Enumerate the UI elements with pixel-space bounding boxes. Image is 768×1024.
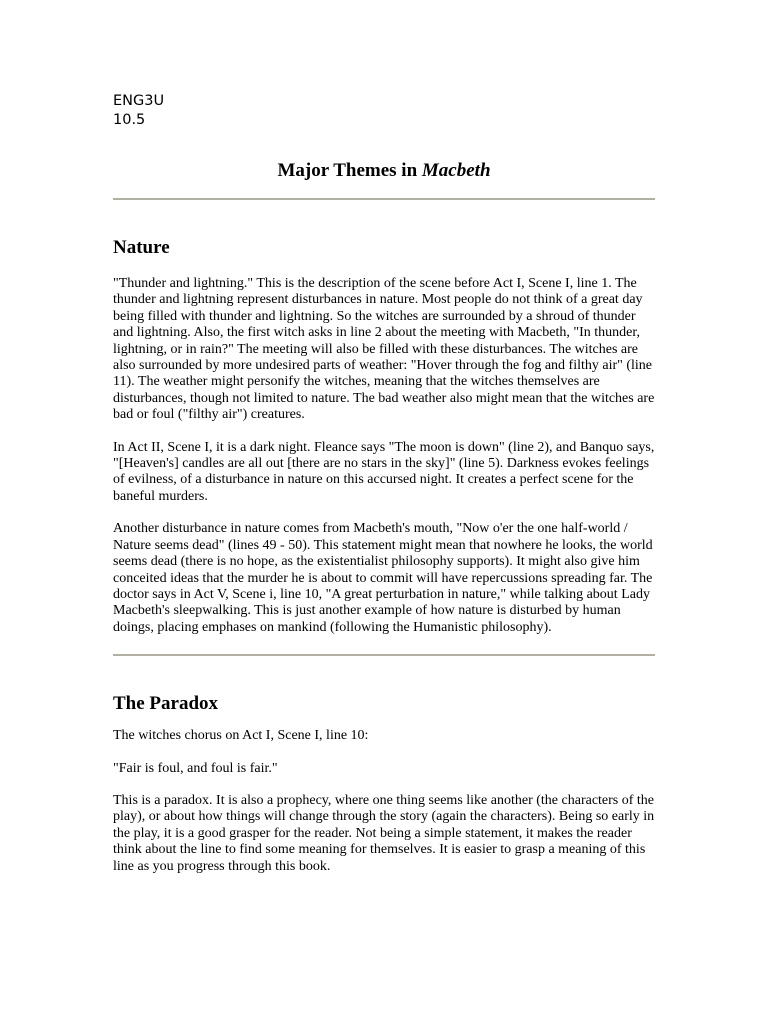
nature-paragraph-2: In Act II, Scene I, it is a dark night. Fleance says "The moon is down" (line 2), and Banquo says, "[Heaven's] candles are all out [there are no stars in the sky]" (line 5). Darkness evokes feelings of evilness, of a disturbance in nature on this accursed night. It creates a perfect scene for the baneful murders. [113,439,655,504]
course-code: ENG3U [113,93,165,109]
section-heading-paradox: The Paradox [113,693,219,715]
paradox-paragraph-2: This is a paradox. It is also a prophecy, where one thing seems like another (the characters of the play), or about how things will change through the story (again the characters). Being so early in the play, it is a good grasper for the reader. Not being a simple statement, it makes the reader think about the line to find some meaning for themselves. It is easier to grasp a meaning of this line as you progress through this book. [113,792,655,874]
document-page [113,92,655,875]
page-title-play: Macbeth [421,160,491,181]
page-title-text: Major Themes in [277,160,422,181]
section-heading-nature: Nature [113,237,170,258]
nature-paragraph-3: Another disturbance in nature comes from Macbeth's mouth, "Now o'er the one half-world / Nature seems dead" (lines 49 - 50). This statement might mean that nowhere he looks, the world seems dead (there is no hope, as the existentialist philosophy supports). It might also give him conceited ideas that the murder he is about to commit will have repercussions spreading far. The doctor says in Act V, Scene i, line 10, "A great perturbation in nature," while talking about Lady Macbeth's sleepwalking. This is just another example of how nature is disturbed by human doings, placing emphases on mankind (following the Humanistic philosophy). [113,521,653,635]
unit-number: 10.5 [113,112,146,128]
nature-paragraph-1: "Thunder and lightning." This is the description of the scene before Act I, Scene I, line 1. The thunder and lightning represent disturbances in nature. Most people do not think of a great day being filled with thunder and lightning. So the witches are surrounded by a shroud of thunder and lightning. Also, the first witch asks in line 2 about the meeting with Macbeth, "In thunder, lightning, or in rain?" The meeting will also be filled with these disturbances. The witches are also surrounded by more undesired parts of weather: "Hover through the fog and filthy air" (line 11). The weather might personify the witches, meaning that the witches themselves are disturbances, though not limited to nature. The bad weather also might mean that the witches are bad or foul ("filthy air") creatures. [113,276,655,423]
paradox-quote: "Fair is foul, and foul is fair." [113,760,278,776]
paradox-paragraph-1: The witches chorus on Act I, Scene I, line 10: [113,728,369,744]
page-title [113,159,655,183]
divider-middle [113,654,655,656]
divider-top [113,198,655,200]
